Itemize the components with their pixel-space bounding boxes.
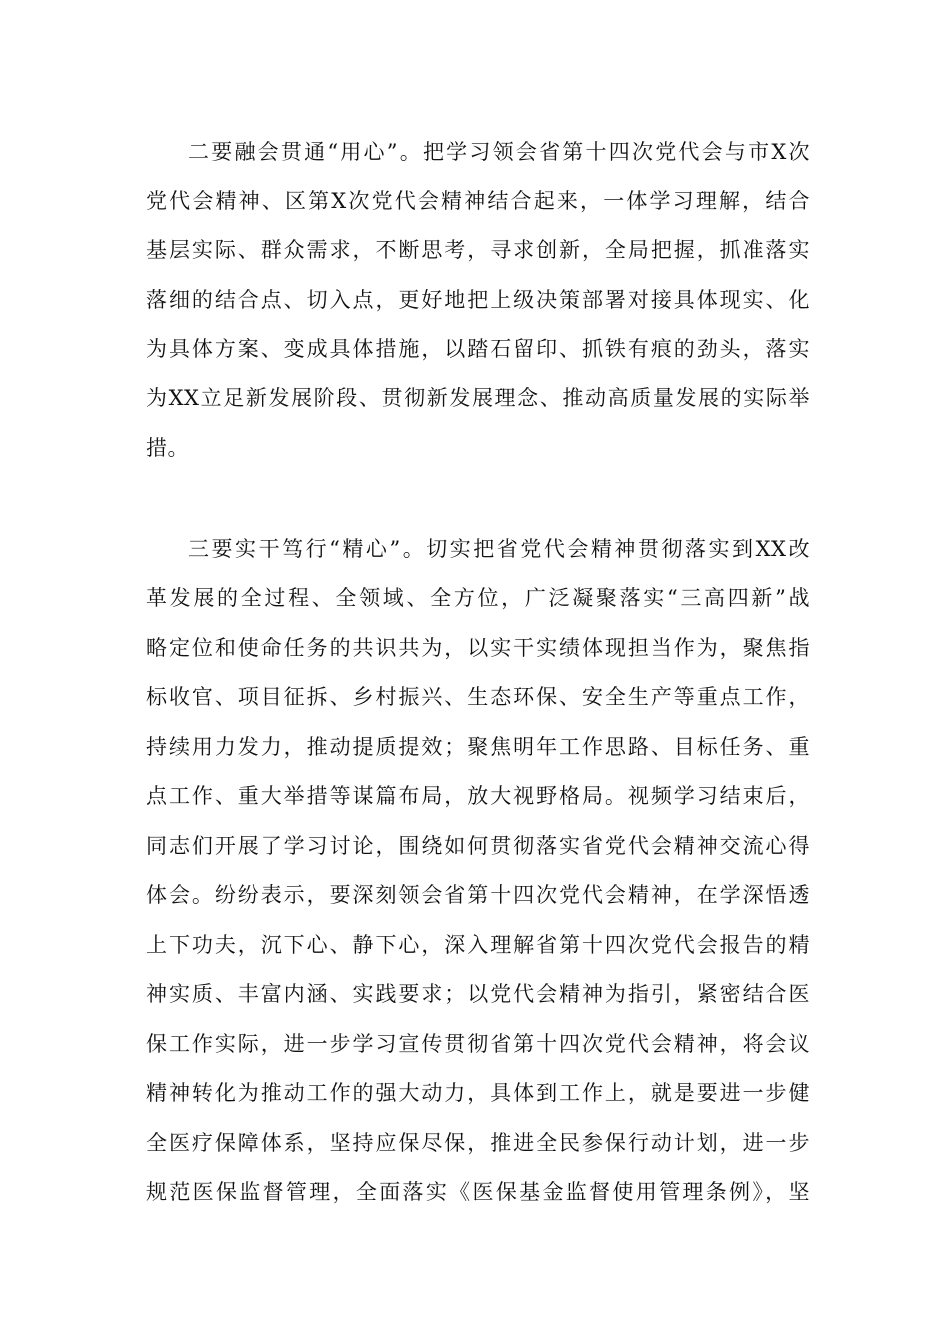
- paragraph-line: 落细的结合点、切入点，更好地把上级决策部署对接具体现实、化: [146, 288, 810, 312]
- paragraph-line: 为XX立足新发展阶段、贯彻新发展理念、推动高质量发展的实际举: [146, 386, 810, 410]
- paragraph-line: 标收官、项目征拆、乡村振兴、生态环保、安全生产等重点工作，: [146, 685, 810, 709]
- paragraph-line: 点工作、重大举措等谋篇布局，放大视野格局。视频学习结束后，: [146, 784, 810, 808]
- paragraph-line: 全医疗保障体系，坚持应保尽保，推进全民参保行动计划，进一步: [146, 1131, 810, 1155]
- paragraph-line: 略定位和使命任务的共识共为，以实干实绩体现担当作为，聚焦指: [146, 636, 810, 660]
- paragraph-line: 保工作实际，进一步学习宣传贯彻省第十四次党代会精神，将会议: [146, 1032, 810, 1056]
- paragraph-line: 党代会精神、区第X次党代会精神结合起来，一体学习理解，结合: [146, 189, 810, 213]
- paragraph-line: 体会。纷纷表示，要深刻领会省第十四次党代会精神，在学深悟透: [146, 883, 810, 907]
- paragraph-line: 基层实际、群众需求，不断思考，寻求创新，全局把握，抓准落实: [146, 238, 810, 262]
- paragraph-line: 同志们开展了学习讨论，围绕如何贯彻落实省党代会精神交流心得: [146, 834, 810, 858]
- paragraph-line: 上下功夫，沉下心、静下心，深入理解省第十四次党代会报告的精: [146, 933, 810, 957]
- paragraph-line: 措。: [146, 436, 189, 460]
- paragraph-line: 三要实干笃行“精心”。切实把省党代会精神贯彻落实到XX改: [188, 537, 810, 561]
- paragraph-line: 神实质、丰富内涵、实践要求；以党代会精神为指引，紧密结合医: [146, 982, 810, 1006]
- paragraph-line: 二要融会贯通“用心”。把学习领会省第十四次党代会与市X次: [188, 140, 810, 164]
- paragraph-line: 为具体方案、变成具体措施，以踏石留印、抓铁有痕的劲头，落实: [146, 337, 810, 361]
- paragraph-line: 规范医保监督管理，全面落实《医保基金监督使用管理条例》，坚: [146, 1180, 810, 1204]
- paragraph-line: 持续用力发力，推动提质提效；聚焦明年工作思路、目标任务、重: [146, 735, 810, 759]
- paragraph-line: 革发展的全过程、全领域、全方位，广泛凝聚落实“三高四新”战: [146, 586, 810, 610]
- paragraph-line: 精神转化为推动工作的强大动力，具体到工作上，就是要进一步健: [146, 1081, 810, 1105]
